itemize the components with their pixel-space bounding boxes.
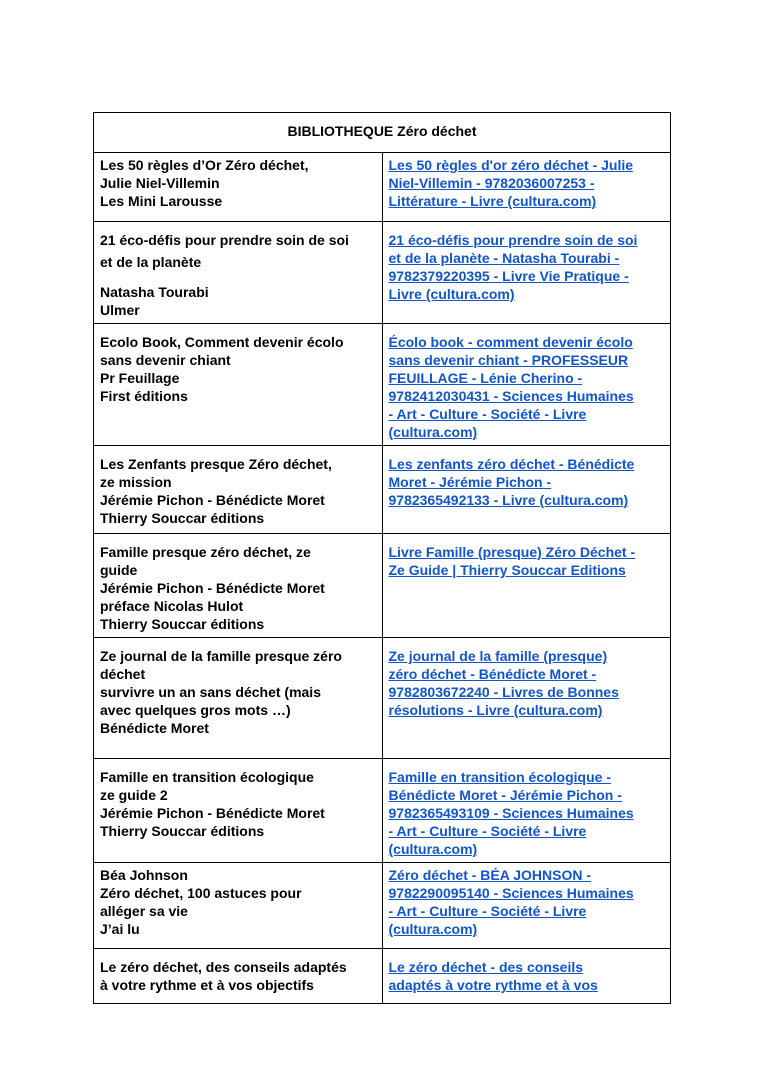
table-row xyxy=(94,153,671,222)
book-link[interactable] xyxy=(389,156,665,210)
book-link[interactable] xyxy=(389,866,665,938)
book-link[interactable] xyxy=(389,762,665,858)
book-info-cell xyxy=(94,446,383,534)
table-header-row xyxy=(94,113,671,153)
book-info-line: Ulmer xyxy=(100,302,140,318)
book-link-line[interactable]: et de la planète - Natasha Tourabi - xyxy=(388,250,620,266)
book-info-line: First éditions xyxy=(100,388,188,404)
book-info-line: Famille presque zéro déchet, ze xyxy=(100,544,311,560)
book-info-line: 21 éco-défis pour prendre soin de soi xyxy=(100,232,349,248)
book-link[interactable] xyxy=(389,327,665,441)
book-info-line: Jérémie Pichon - Bénédicte Moret xyxy=(100,492,325,508)
book-link-line[interactable]: adaptés à votre rythme et à vos xyxy=(388,977,598,993)
book-link-line[interactable]: 9782290095140 - Sciences Humaines xyxy=(388,885,634,901)
book-info-line: survivre un an sans déchet (mais xyxy=(100,684,321,700)
book-info-line: Les Zenfants presque Zéro déchet, xyxy=(100,456,332,472)
book-link[interactable] xyxy=(389,537,665,579)
book-link-line[interactable]: Famille en transition écologique - xyxy=(388,769,611,785)
book-link-line[interactable]: Écolo book - comment devenir écolo xyxy=(388,334,633,350)
book-link-line[interactable]: Ze Guide | Thierry Souccar Editions xyxy=(388,562,626,578)
book-link-cell xyxy=(382,222,671,324)
book-link[interactable] xyxy=(389,641,665,719)
book-link-line[interactable]: Livre Famille (presque) Zéro Déchet - xyxy=(388,544,636,560)
book-info-line: Natasha Tourabi xyxy=(100,284,209,300)
book-info-cell xyxy=(94,759,383,863)
book-info-line: Famille en transition écologique xyxy=(100,769,314,785)
book-info-cell xyxy=(94,638,383,759)
table-row xyxy=(94,949,671,1004)
book-info-cell xyxy=(94,222,383,324)
book-link-line[interactable]: - Art - Culture - Société - Livre xyxy=(388,903,587,919)
book-link-line[interactable]: résolutions - Livre (cultura.com) xyxy=(388,702,603,718)
book-link-cell xyxy=(382,446,671,534)
table-row xyxy=(94,759,671,863)
book-link-line[interactable]: Niel-Villemin - 9782036007253 - xyxy=(388,175,595,191)
book-info-line: déchet xyxy=(100,666,146,682)
book-info-line: Pr Feuillage xyxy=(100,370,180,386)
book-info-line: Jérémie Pichon - Bénédicte Moret xyxy=(100,805,325,821)
book-link-line[interactable]: Ze journal de la famille (presque) xyxy=(388,648,608,664)
book-info-line: Ecolo Book, Comment devenir écolo xyxy=(100,334,344,350)
book-info-line: à votre rythme et à vos objectifs xyxy=(100,977,314,993)
book-info-line: préface Nicolas Hulot xyxy=(100,598,244,614)
book-link-line[interactable]: 21 éco-défis pour prendre soin de soi xyxy=(388,232,638,248)
book-info-line: Jérémie Pichon - Bénédicte Moret xyxy=(100,580,325,596)
book-link-line[interactable]: Zéro déchet - BÉA JOHNSON - xyxy=(388,867,592,883)
book-link-line[interactable]: 9782379220395 - Livre Vie Pratique - xyxy=(388,268,629,284)
book-info-cell xyxy=(94,949,383,1004)
table-row xyxy=(94,324,671,446)
book-info-line: Thierry Souccar éditions xyxy=(100,823,265,839)
book-info-line: Thierry Souccar éditions xyxy=(100,616,265,632)
book-info-line: et de la planète xyxy=(100,254,202,270)
table-row xyxy=(94,222,671,324)
book-link-line[interactable]: 9782412030431 - Sciences Humaines xyxy=(388,388,634,404)
table-row xyxy=(94,863,671,949)
book-info-line: alléger sa vie xyxy=(100,903,188,919)
table-row xyxy=(94,534,671,638)
book-info-line: Ze journal de la famille presque zéro xyxy=(100,648,342,664)
book-info-cell xyxy=(94,153,383,222)
book-link-cell xyxy=(382,534,671,638)
book-link-cell xyxy=(382,949,671,1004)
book-info-line: Le zéro déchet, des conseils adaptés xyxy=(100,959,347,975)
book-link-line[interactable]: 9782365492133 - Livre (cultura.com) xyxy=(388,492,629,508)
book-info-line: ze guide 2 xyxy=(100,787,168,803)
book-info-line: Zéro déchet, 100 astuces pour xyxy=(100,885,302,901)
book-info-line: Thierry Souccar éditions xyxy=(100,510,265,526)
book-link[interactable] xyxy=(389,952,665,994)
book-info-line: sans devenir chiant xyxy=(100,352,231,368)
book-link-line[interactable]: Les 50 règles d'or zéro déchet - Julie xyxy=(388,157,634,173)
book-link-cell xyxy=(382,153,671,222)
table-row xyxy=(94,446,671,534)
book-info-cell xyxy=(94,863,383,949)
book-link-cell xyxy=(382,863,671,949)
book-link-line[interactable]: Moret - Jérémie Pichon - xyxy=(388,474,552,490)
book-link-cell xyxy=(382,759,671,863)
book-link-line[interactable]: (cultura.com) xyxy=(388,424,478,440)
book-link-cell xyxy=(382,638,671,759)
book-link-line[interactable]: - Art - Culture - Société - Livre xyxy=(388,823,587,839)
book-info-line: ze mission xyxy=(100,474,172,490)
book-link-line[interactable]: Bénédicte Moret - Jérémie Pichon - xyxy=(388,787,622,803)
book-link-line[interactable]: - Art - Culture - Société - Livre xyxy=(388,406,587,422)
book-info-line: J’ai lu xyxy=(100,921,140,937)
book-info-line: Bénédicte Moret xyxy=(100,720,209,736)
table-title: BIBLIOTHEQUE Zéro déchet xyxy=(94,113,671,153)
book-link-line[interactable]: zéro déchet - Bénédicte Moret - xyxy=(388,666,597,682)
spacer xyxy=(100,271,376,283)
book-link-line[interactable]: Livre (cultura.com) xyxy=(388,286,515,302)
book-link[interactable] xyxy=(389,449,665,509)
book-link-line[interactable]: (cultura.com) xyxy=(388,841,478,857)
book-link-line[interactable]: Le zéro déchet - des conseils xyxy=(388,959,584,975)
book-link-line[interactable]: FEUILLAGE - Lénie Cherino - xyxy=(388,370,583,386)
book-link-line[interactable]: sans devenir chiant - PROFESSEUR xyxy=(388,352,629,368)
table-row xyxy=(94,638,671,759)
book-info-line: guide xyxy=(100,562,138,578)
book-link-line[interactable]: Littérature - Livre (cultura.com) xyxy=(388,193,597,209)
book-link-line[interactable]: (cultura.com) xyxy=(388,921,478,937)
book-info-line: avec quelques gros mots …) xyxy=(100,702,291,718)
book-info-line: Les 50 règles d’Or Zéro déchet, xyxy=(100,157,309,173)
bibliography-table xyxy=(93,112,671,1004)
book-info-line: Les Mini Larousse xyxy=(100,193,223,209)
book-info-cell xyxy=(94,534,383,638)
book-info-line: Béa Johnson xyxy=(100,867,188,883)
book-link-line[interactable]: Les zenfants zéro déchet - Bénédicte xyxy=(388,456,635,472)
book-info-line: Julie Niel-Villemin xyxy=(100,175,220,191)
book-link-cell xyxy=(382,324,671,446)
book-info-cell xyxy=(94,324,383,446)
book-link-line[interactable]: 9782803672240 - Livres de Bonnes xyxy=(388,684,619,700)
book-link-line[interactable]: 9782365493109 - Sciences Humaines xyxy=(388,805,634,821)
book-link[interactable] xyxy=(389,225,665,303)
